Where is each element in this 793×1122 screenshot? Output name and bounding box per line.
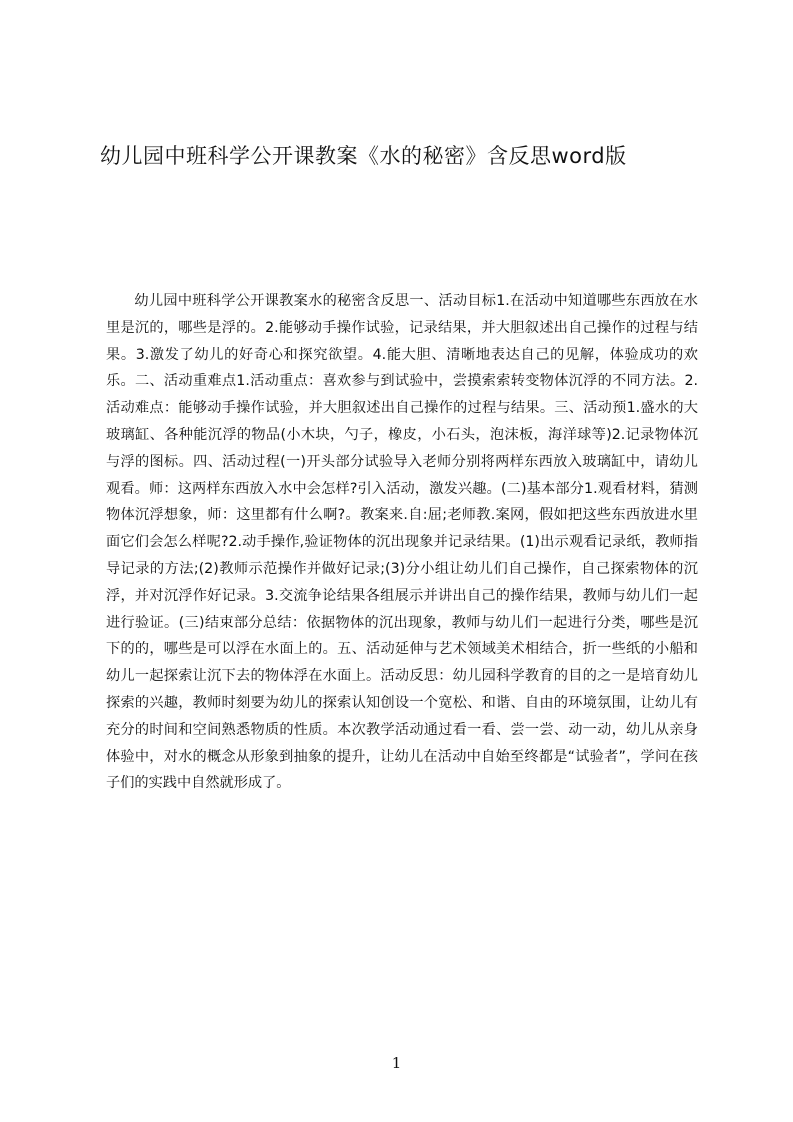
body-paragraph: 幼儿园中班科学公开课教案水的秘密含反思一、活动目标1.在活动中知道哪些东西放在水里是沉的，哪些是浮的。2.能够动手操作试验，记录结果，并大胆叙述出自己操作的过程与结果。3.激发了幼儿的好奇心和探究欲望。4.能大胆、清晰地表达自己的见解，体验成功的欢乐。二、活动重难点1.活动重点：喜欢参与到试验中，尝摸索索转变物体沉浮的不同方法。2.活动难点：能够动手操作试验，并大胆叙述出自己操作的过程与结果。三、活动预1.盛水的大玻璃缸、各种能沉浮的物品(小木块，勺子，橡皮，小石头，泡沫板，海洋球等)2.记录物体沉与浮的图标。四、活动过程(一)开头部分试验导入老师分别将两样东西放入玻璃缸中，请幼儿观看。师：这两样东西放入水中会怎样?引入活动，激发兴趣。(二)基本部分1.观看材料，猜测物体沉浮想象，师：这里都有什么啊?。教案来.自:屈;老师教.案网，假如把这些东西放进水里面它们会怎么样呢?2.动手操作,验证物体的沉出现象并记录结果。(1)出示观看记录纸，教师指导记录的方法;(2)教师示范操作并做好记录;(3)分小组让幼儿们自己操作，自己探索物体的沉浮，并对沉浮作好记录。3.交流争论结果各组展示并讲出自己的操作结果，教师与幼儿们一起进行验证。(三)结束部分总结：依据物体的沉出现象，教师与幼儿们一起进行分类，哪些是沉下的的，哪些是可以浮在水面上的。五、活动延伸与艺术领域美术相结合，折一些纸的小船和幼儿一起探索让沉下去的物体浮在水面上。活动反思：幼儿园科学教育的目的之一是培育幼儿探索的兴趣，教师时刻要为幼儿的探索认知创设一个宽松、和谐、自由的环境氛围，让幼儿有充分的时间和空间熟悉物质的性质。本次教学活动通过看一看、尝一尝、动一动，幼儿从亲身体验中，对水的概念从形象到抽象的提升，让幼儿在活动中自始至终都是“试验者”，学问在孩子们的实践中自然就形成了。: [106, 293, 698, 792]
page-title: 幼儿园中班科学公开课教案《水的秘密》含反思word版: [100, 144, 627, 168]
page-number: 1: [391, 1054, 402, 1072]
